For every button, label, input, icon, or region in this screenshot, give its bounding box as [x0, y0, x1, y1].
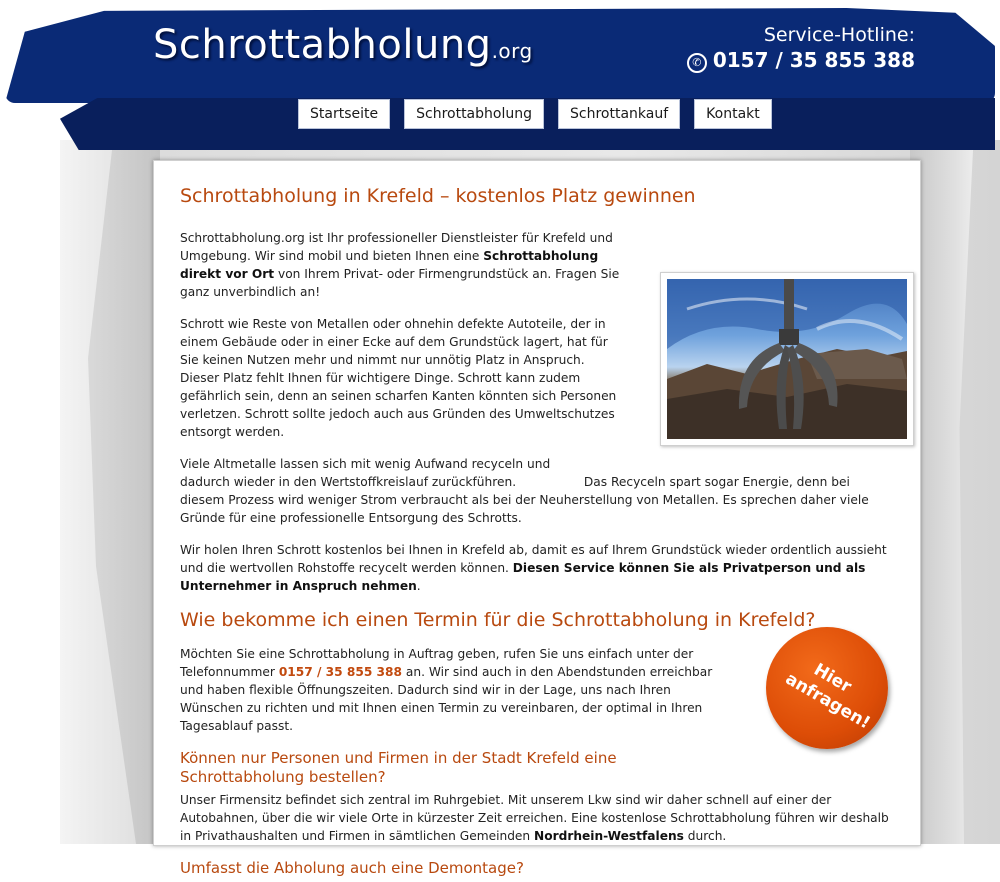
- paragraph-6-a: Unser Firmensitz befindet sich zentral im Ruhrgebiet. Mit unserem Lkw sind wir daher schnell auf einer der Autobahnen, über die wir viele Orte in kürzester Zeit erreichen. Eine kostenlose Schrottabholung führen wir deshalb in Privathaushalten und Firmen in sämtlichen Gemeinden: [180, 793, 889, 843]
- service-hotline: [687, 24, 915, 73]
- paragraph-2: Schrott wie Reste von Metallen oder ohnehin defekte Autoteile, der in einem Gebäude oder in einer Ecke auf dem Grundstück lagert, hat für Sie keinen Nutzen mehr und nimmt nur unnötig Platz in Anspruch. Dieser Platz fehlt Ihnen für wichtigere Dinge. Schrott kann zudem gefährlich sein, denn an seinen scharfen Kanten könnten sich Personen verletzen. Schrott sollte jedoch auch aus Gründen des Umweltschutzes entsorgt werden.: [180, 317, 617, 439]
- main-content: [180, 185, 896, 882]
- paragraph-3: [180, 455, 880, 527]
- paragraph-3-a: Viele Altmetalle lassen sich mit wenig Aufwand recyceln und dadurch wieder in den Wertstoffkreislauf zurückführen.: [180, 457, 551, 489]
- main-nav: [298, 99, 772, 129]
- hotline-label: Service-Hotline:: [763, 24, 915, 46]
- nav-item-startseite[interactable]: Startseite: [298, 99, 390, 129]
- scrap-grabber-illustration: [667, 279, 907, 439]
- logo-tld: .org: [491, 39, 533, 63]
- hotline-number-text: 0157 / 35 855 388: [712, 48, 915, 72]
- intro-text-c: von Ihrem Privat- oder Firmengrundstück an. Fragen Sie ganz unverbindlich an!: [180, 267, 620, 299]
- intro-text-bold: Schrottabholung direkt vor Ort: [180, 249, 599, 281]
- paragraph-4-c: .: [416, 579, 421, 593]
- section-heading-termin: Wie bekomme ich einen Termin für die Schrottabholung in Krefeld?: [180, 609, 816, 631]
- cta-label: Hier anfragen!: [781, 659, 874, 734]
- nav-item-schrottankauf[interactable]: Schrottankauf: [558, 99, 680, 129]
- paragraph-5-b: an. Wir sind auch in den Abendstunden erreichbar und haben flexible Öffnungszeiten. Dadurch sind wir in der Lage, uns nach Ihren Wünschen zu richten und mit Ihnen einen Termin zu vereinbaren, der optimal in Ihren Tagesablauf passt.: [180, 665, 713, 733]
- nav-item-kontakt[interactable]: Kontakt: [694, 99, 772, 129]
- intro-block: [180, 229, 620, 441]
- paragraph-6-bold: Nordrhein-Westfalens: [534, 829, 684, 843]
- paragraph-5-a: Möchten Sie eine Schrottabholung in Auftrag geben, rufen Sie uns einfach unter der Telefonnummer: [180, 647, 694, 679]
- paragraph-5: [180, 645, 725, 735]
- intro-paragraph: [180, 229, 620, 301]
- site-logo[interactable]: [153, 22, 533, 68]
- paragraph-4-a: Wir holen Ihren Schrott kostenlos bei Ihnen in Krefeld ab, damit es auf Ihrem Grundstück wieder ordentlich aussieht und die wertvollen Rohstoffe recycelt werden können.: [180, 543, 887, 575]
- paragraph-6: [180, 791, 896, 845]
- content-panel: [153, 160, 921, 877]
- paragraph-3-b: Das Recyceln spart sogar Energie, denn bei diesem Prozess wird weniger Strom verbraucht als bei der Neuherstellung von Metallen. Es sprechen daher viele Gründe für eine professionelle Entsorgung des Schrotts.: [180, 475, 869, 525]
- hotline-number[interactable]: [687, 48, 915, 73]
- phone-icon: ✆: [687, 53, 707, 73]
- logo-main: Schrottabholung: [153, 22, 492, 68]
- page-title: Schrottabholung in Krefeld – kostenlos Platz gewinnen: [180, 185, 696, 207]
- paragraph-4-bold: Diesen Service können Sie als Privatperson und als Unternehmer in Anspruch nehmen: [180, 561, 866, 593]
- scrap-grabber-image: [667, 279, 907, 439]
- nav-item-schrottabholung[interactable]: Schrottabholung: [404, 99, 544, 129]
- intro-text-a: Schrottabholung.org ist Ihr professioneller Dienstleister für Krefeld und Umgebung. Wir sind mobil und bieten Ihnen eine: [180, 231, 613, 263]
- paragraph-4: [180, 541, 896, 595]
- scrap-photo-frame: [660, 272, 914, 446]
- section-heading-personen: Können nur Personen und Firmen in der Stadt Krefeld eine Schrottabholung bestellen?: [180, 749, 617, 786]
- section-heading-demontage: Umfasst die Abholung auch eine Demontage?: [180, 859, 524, 877]
- paragraph-6-c: durch.: [683, 829, 727, 843]
- paragraph-5-phone[interactable]: 0157 / 35 855 388: [278, 665, 402, 679]
- request-cta-button[interactable]: [766, 627, 888, 749]
